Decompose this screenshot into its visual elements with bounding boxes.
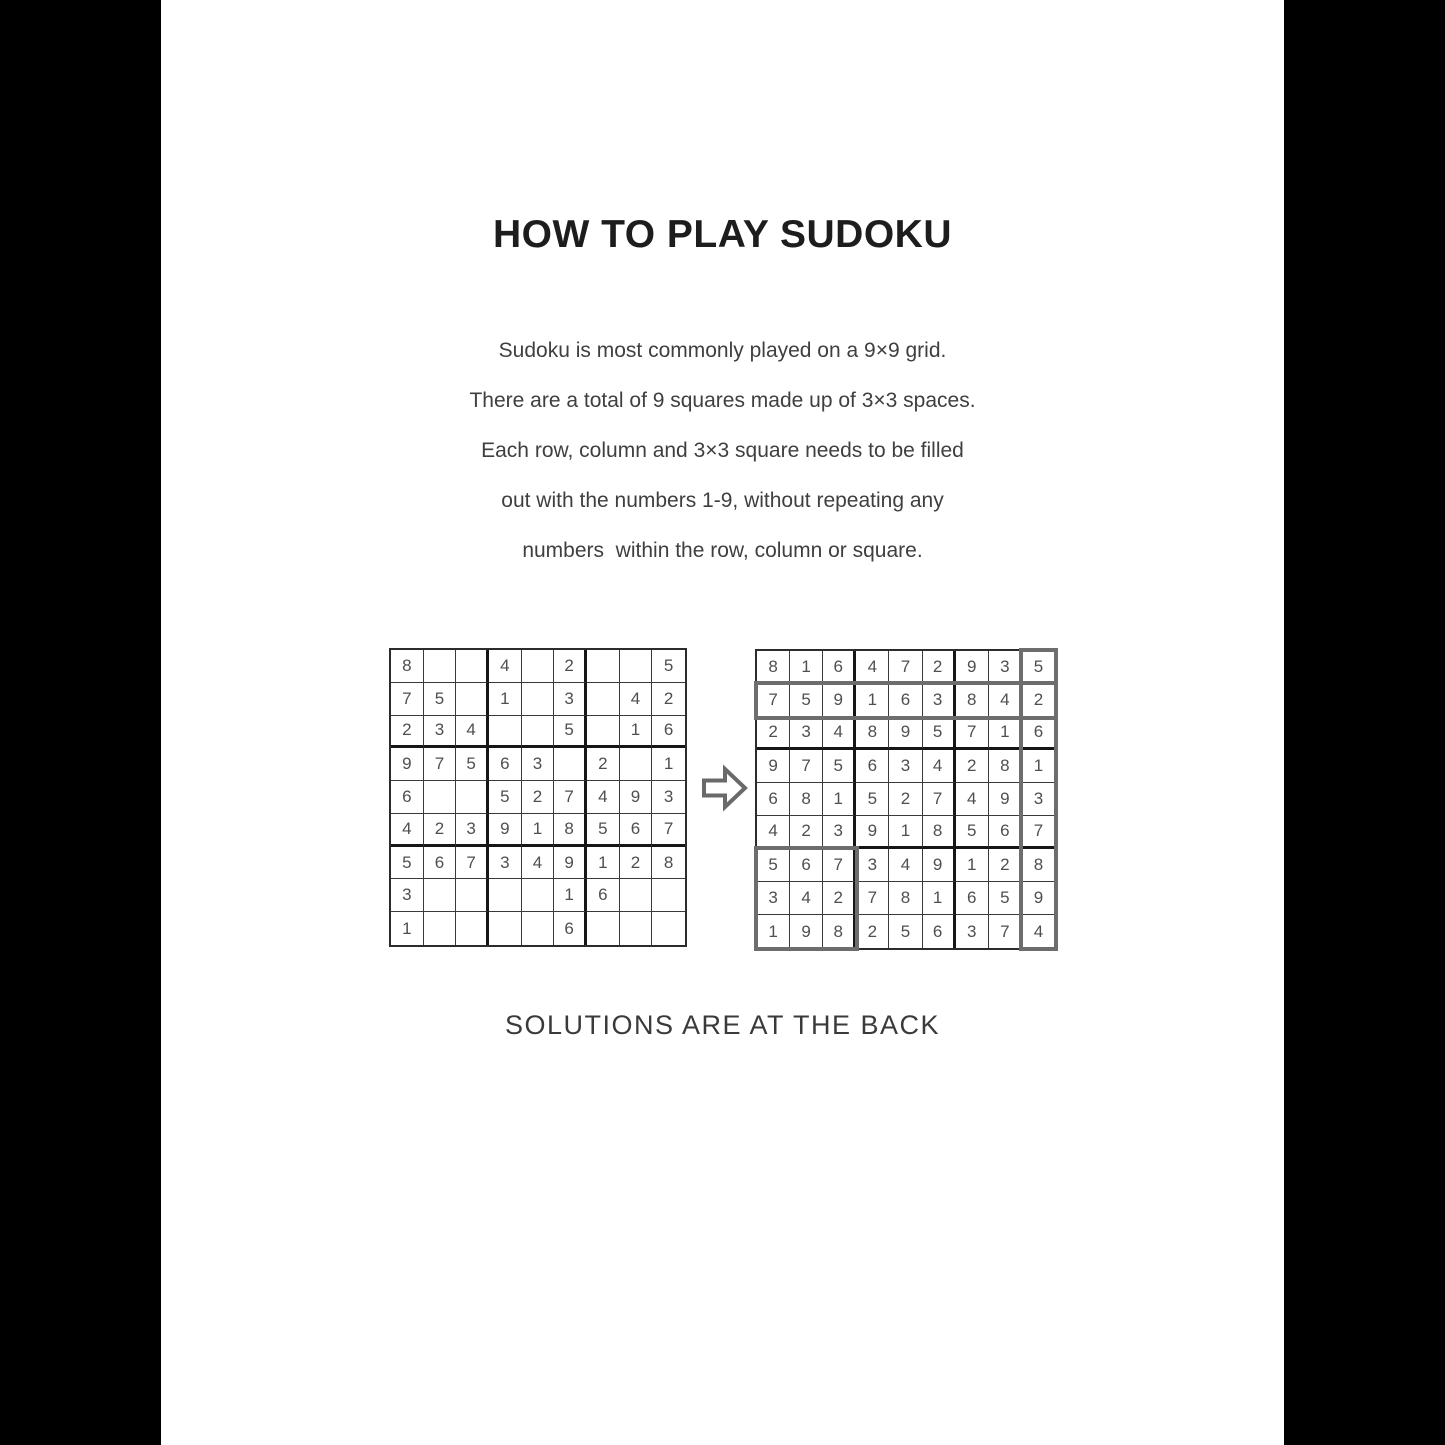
cell-r5-c1: 6 [757, 783, 790, 816]
cell-r5-c7: 4 [956, 783, 989, 816]
cell-r9-c9 [652, 912, 685, 945]
cell-r4-c1: 9 [391, 748, 424, 781]
cell-r6-c6: 8 [923, 816, 956, 849]
cell-r8-c1: 3 [391, 879, 424, 912]
cell-r5-c8: 9 [620, 781, 653, 814]
cell-r5-c8: 9 [989, 783, 1022, 816]
cell-r5-c5: 2 [889, 783, 922, 816]
cell-r7-c2: 6 [790, 849, 823, 882]
cell-r1-c6: 2 [554, 650, 587, 683]
cell-r2-c4: 1 [856, 684, 889, 717]
sudoku-puzzle-grid [389, 648, 687, 947]
cell-r1-c9: 5 [1022, 651, 1055, 684]
cell-r9-c3: 8 [823, 915, 856, 948]
cell-r6-c6: 8 [554, 814, 587, 847]
cell-r6-c5: 1 [889, 816, 922, 849]
cell-r5-c2: 8 [790, 783, 823, 816]
cell-r4-c6: 4 [923, 750, 956, 783]
cell-r3-c1: 2 [757, 717, 790, 750]
cell-r9-c8 [620, 912, 653, 945]
cell-r8-c9: 9 [1022, 882, 1055, 915]
cell-r6-c5: 1 [522, 814, 555, 847]
cell-r3-c8: 1 [620, 716, 653, 749]
cell-r4-c2: 7 [790, 750, 823, 783]
cell-r2-c7: 8 [956, 684, 989, 717]
cell-r2-c5 [522, 683, 555, 716]
cell-r3-c6: 5 [923, 717, 956, 750]
cell-r1-c5 [522, 650, 555, 683]
cell-r1-c1: 8 [391, 650, 424, 683]
cell-r1-c8 [620, 650, 653, 683]
instructions-paragraph [161, 326, 1284, 576]
cell-r9-c2: 9 [790, 915, 823, 948]
cell-r7-c6: 9 [923, 849, 956, 882]
cell-r9-c5: 5 [889, 915, 922, 948]
cell-r2-c7 [587, 683, 620, 716]
cell-r1-c7: 9 [956, 651, 989, 684]
cell-r1-c2: 1 [790, 651, 823, 684]
cell-r8-c2: 4 [790, 882, 823, 915]
cell-r2-c3 [456, 683, 489, 716]
cell-r7-c9: 8 [1022, 849, 1055, 882]
cell-r7-c7: 1 [956, 849, 989, 882]
instruction-line: numbers within the row, column or square. [522, 539, 923, 562]
cell-r4-c5: 3 [889, 750, 922, 783]
cell-r1-c3 [456, 650, 489, 683]
cell-r4-c1: 9 [757, 750, 790, 783]
cell-r4-c3: 5 [456, 748, 489, 781]
cell-r4-c8: 8 [989, 750, 1022, 783]
cell-r5-c9: 3 [1022, 783, 1055, 816]
cell-r6-c2: 2 [790, 816, 823, 849]
cell-r7-c5: 4 [889, 849, 922, 882]
cell-r5-c9: 3 [652, 781, 685, 814]
cell-r4-c3: 5 [823, 750, 856, 783]
cell-r6-c7: 5 [587, 814, 620, 847]
cell-r4-c2: 7 [424, 748, 457, 781]
cell-r8-c4 [489, 879, 522, 912]
cell-r4-c7: 2 [956, 750, 989, 783]
cell-r9-c4 [489, 912, 522, 945]
cell-r3-c4 [489, 716, 522, 749]
cell-r9-c9: 4 [1033, 921, 1044, 941]
cell-r2-c2: 5 [424, 683, 457, 716]
cell-r5-c6: 7 [554, 781, 587, 814]
cell-r3-c5 [522, 716, 555, 749]
cell-r9-c6: 6 [923, 915, 956, 948]
cell-r2-c6: 3 [554, 683, 587, 716]
instruction-line: Sudoku is most commonly played on a 9×9 grid. [498, 339, 947, 362]
cell-r2-c1: 7 [391, 683, 424, 716]
cell-r6-c2: 2 [424, 814, 457, 847]
cell-r9-c7: 3 [956, 915, 989, 948]
cell-r8-c8 [620, 879, 653, 912]
cell-r5-c7: 4 [587, 781, 620, 814]
cell-r3-c3: 4 [456, 716, 489, 749]
instruction-line: out with the numbers 1-9, without repeating any [501, 489, 944, 512]
cell-r6-c4: 9 [489, 814, 522, 847]
cell-r4-c9: 1 [652, 748, 685, 781]
cell-r8-c4: 7 [856, 882, 889, 915]
cell-r7-c3: 7 [823, 849, 856, 882]
cell-r5-c4: 5 [489, 781, 522, 814]
cell-r2-c2: 5 [790, 684, 823, 717]
cell-r1-c4: 4 [489, 650, 522, 683]
cell-r8-c5 [522, 879, 555, 912]
cell-r7-c9: 8 [652, 847, 685, 880]
cell-r7-c3: 7 [456, 847, 489, 880]
cell-r9-c2 [424, 912, 457, 945]
cell-r5-c4: 5 [856, 783, 889, 816]
cell-r9-c1: 1 [391, 912, 424, 945]
cell-r2-c8: 4 [989, 684, 1022, 717]
cell-r8-c2 [424, 879, 457, 912]
sudoku-solution-grid [755, 649, 1057, 950]
cell-r1-c3: 6 [823, 651, 856, 684]
cell-r7-c1: 5 [391, 847, 424, 880]
cell-r8-c3: 2 [823, 882, 856, 915]
page-title: HOW TO PLAY SUDOKU [492, 213, 952, 256]
cell-r7-c1: 5 [757, 849, 790, 882]
cell-r1-c9: 5 [652, 650, 685, 683]
cell-r1-c7 [587, 650, 620, 683]
solutions-note: SOLUTIONS ARE AT THE BACK [504, 1010, 941, 1040]
cell-r6-c9: 7 [1022, 816, 1055, 849]
cell-r1-c6: 2 [923, 651, 956, 684]
cell-r3-c6: 5 [554, 716, 587, 749]
cell-r1-c5: 7 [889, 651, 922, 684]
cell-r1-c1: 8 [757, 651, 790, 684]
cell-r2-c6: 3 [923, 684, 956, 717]
cell-r4-c8 [620, 748, 653, 781]
cell-r3-c9: 6 [652, 716, 685, 749]
cell-r2-c8: 4 [620, 683, 653, 716]
cell-r9-c3 [456, 912, 489, 945]
cell-r9-c5 [522, 912, 555, 945]
cell-r8-c6: 1 [923, 882, 956, 915]
cell-r3-c2: 3 [424, 716, 457, 749]
cell-r1-c2 [424, 650, 457, 683]
cell-r7-c5: 4 [522, 847, 555, 880]
cell-r3-c1: 2 [391, 716, 424, 749]
instruction-line: There are a total of 9 squares made up of 3×3 spaces. [469, 389, 976, 412]
cell-r5-c3: 1 [823, 783, 856, 816]
cell-r7-c8: 2 [989, 849, 1022, 882]
cell-r3-c9: 6 [1022, 717, 1055, 750]
cell-r6-c3: 3 [823, 816, 856, 849]
cell-r5-c2 [424, 781, 457, 814]
cell-r7-c4: 3 [489, 847, 522, 880]
cell-r6-c9: 7 [652, 814, 685, 847]
cell-r7-c6: 9 [554, 847, 587, 880]
cell-r6-c1: 4 [391, 814, 424, 847]
cell-r4-c7: 2 [587, 748, 620, 781]
cell-r3-c3: 4 [823, 717, 856, 750]
cell-r2-c5: 6 [889, 684, 922, 717]
cell-r7-c8: 2 [620, 847, 653, 880]
cell-r3-c8: 1 [989, 717, 1022, 750]
cell-r7-c2: 6 [424, 847, 457, 880]
cell-r2-c9: 2 [652, 683, 685, 716]
cell-r6-c8: 6 [620, 814, 653, 847]
cell-r9-c8: 7 [989, 915, 1022, 948]
cell-r9-c7 [587, 912, 620, 945]
cell-r8-c3 [456, 879, 489, 912]
cell-r8-c7: 6 [956, 882, 989, 915]
right-letterbox-bar [1284, 0, 1445, 1445]
book-page [161, 0, 1284, 1445]
cell-r4-c4: 6 [489, 748, 522, 781]
cell-r8-c9 [652, 879, 685, 912]
cell-r1-c4: 4 [856, 651, 889, 684]
cell-r9-c6: 6 [554, 912, 587, 945]
cell-r4-c5: 3 [522, 748, 555, 781]
cell-r6-c4: 9 [856, 816, 889, 849]
cell-r8-c7: 6 [587, 879, 620, 912]
cell-r4-c6 [554, 748, 587, 781]
cell-r3-c7 [587, 716, 620, 749]
cell-r2-c9: 2 [1022, 684, 1055, 717]
cell-r8-c8: 5 [989, 882, 1022, 915]
cell-r3-c4: 8 [856, 717, 889, 750]
instruction-line: Each row, column and 3×3 square needs to be filled [481, 439, 964, 462]
cell-r3-c2: 3 [790, 717, 823, 750]
left-letterbox-bar [0, 0, 161, 1445]
cell-r3-c7: 7 [956, 717, 989, 750]
right-arrow-icon [701, 764, 748, 812]
cell-r8-c5: 8 [889, 882, 922, 915]
cell-r7-c7: 1 [587, 847, 620, 880]
cell-r5-c1: 6 [391, 781, 424, 814]
cell-r6-c3: 3 [456, 814, 489, 847]
cell-r9-c1: 1 [757, 915, 790, 948]
cell-r2-c3: 9 [823, 684, 856, 717]
cell-r5-c6: 7 [923, 783, 956, 816]
cell-r5-c5: 2 [522, 781, 555, 814]
cell-r2-c1: 7 [757, 684, 790, 717]
cell-r3-c5: 9 [889, 717, 922, 750]
cell-r6-c7: 5 [956, 816, 989, 849]
cell-r2-c4: 1 [489, 683, 522, 716]
cell-r8-c6: 1 [554, 879, 587, 912]
cell-r1-c8: 3 [989, 651, 1022, 684]
cell-r4-c4: 6 [856, 750, 889, 783]
cell-r5-c3 [456, 781, 489, 814]
cell-r7-c4: 3 [856, 849, 889, 882]
cell-r8-c1: 3 [757, 882, 790, 915]
cell-r6-c8: 6 [989, 816, 1022, 849]
cell-r6-c1: 4 [757, 816, 790, 849]
cell-r9-c4: 2 [856, 915, 889, 948]
cell-r4-c9: 1 [1022, 750, 1055, 783]
